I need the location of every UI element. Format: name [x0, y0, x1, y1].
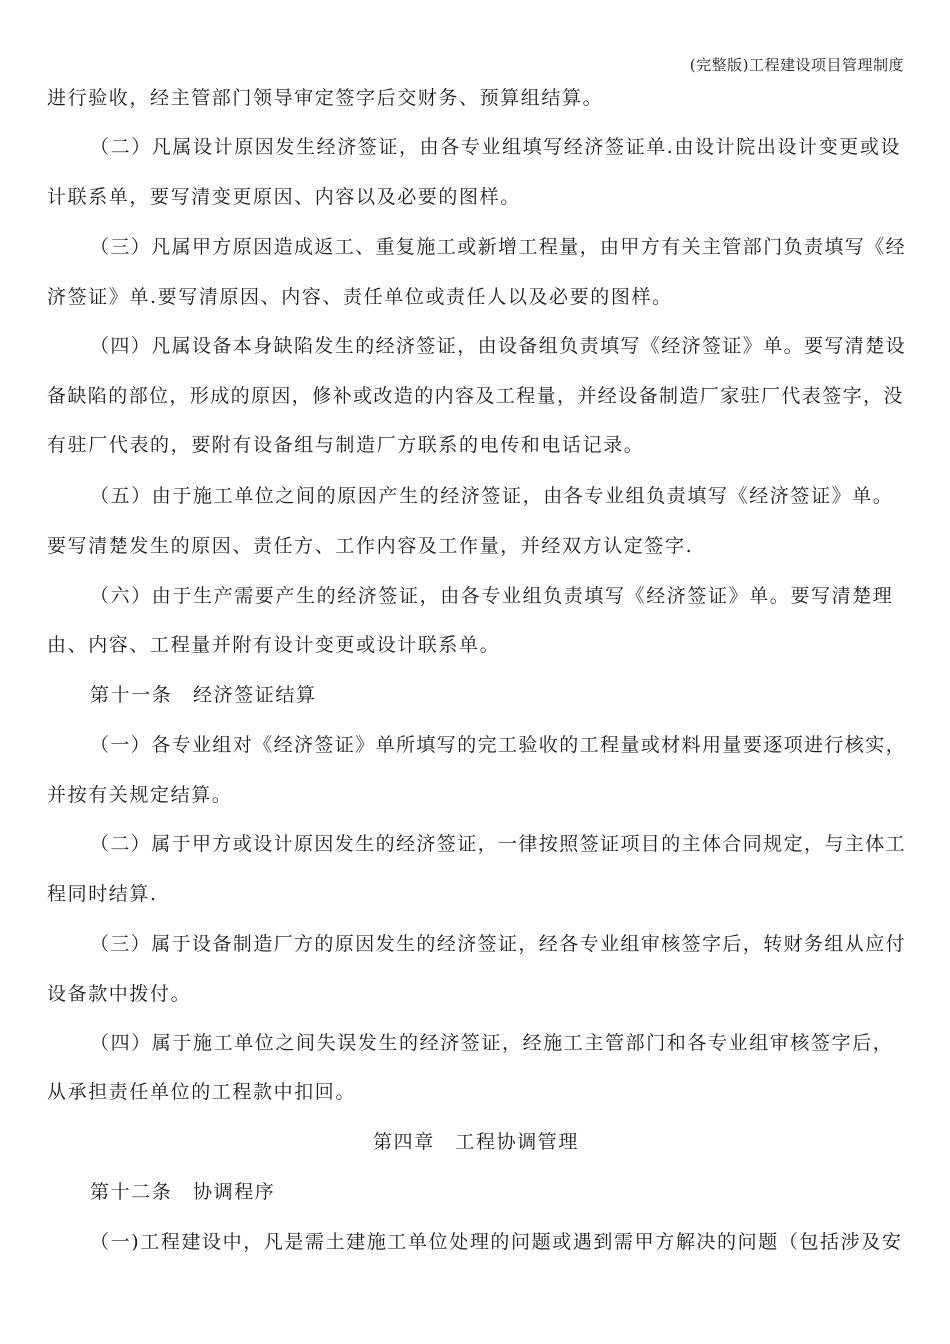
- paragraph-line: （二）属于甲方或设计原因发生的经济签证，一律按照签证项目的主体合同规定，与主体工: [90, 833, 907, 855]
- paragraph-line: （三）属于设备制造厂方的原因发生的经济签证，经各专业组审核签字后，转财务组从应付: [90, 933, 907, 955]
- paragraph-line: 进行验收，经主管部门领导审定签字后交财务、预算组结算。: [47, 87, 604, 109]
- paragraph-line: 程同时结算.: [47, 883, 158, 905]
- paragraph-line: （一）各专业组对《经济签证》单所填写的完工验收的工程量或材料用量要逐项进行核实，: [90, 734, 907, 756]
- page-header: (完整版)工程建设项目管理制度: [689, 56, 904, 74]
- paragraph-line: 要写清楚发生的原因、责任方、工作内容及工作量，并经双方认定签字.: [47, 535, 694, 557]
- paragraph-line: 有驻厂代表的，要附有设备组与制造厂方联系的电传和电话记录。: [47, 434, 645, 456]
- paragraph-line: 济签证》单.要写清原因、内容、责任单位或责任人以及必要的图样。: [47, 286, 673, 308]
- paragraph-line: （二）凡属设计原因发生经济签证，由各专业组填写经济签证单.由设计院出设计变更或设: [90, 136, 902, 158]
- paragraph-line: （四）凡属设备本身缺陷发生的经济签证，由设备组负责填写《经济签证》单。要写清楚设: [90, 335, 907, 357]
- paragraph-line: （六）由于生产需要产生的经济签证，由各专业组负责填写《经济签证》单。要写清楚理: [90, 585, 894, 607]
- paragraph-line: 计联系单，要写清变更原因、内容以及必要的图样。: [47, 186, 521, 208]
- paragraph-line: 设备款中拨付。: [47, 983, 192, 1005]
- paragraph-line: （五）由于施工单位之间的原因产生的经济签证，由各专业组负责填写《经济签证》单。: [90, 485, 894, 507]
- paragraph-line: 从承担责任单位的工程款中扣回。: [47, 1081, 357, 1103]
- chapter-heading: 第四章 工程协调管理: [373, 1131, 580, 1153]
- article-heading: 第十一条 经济签证结算: [90, 684, 317, 706]
- paragraph-line: （三）凡属甲方原因造成返工、重复施工或新增工程量，由甲方有关主管部门负责填写《经: [90, 236, 907, 258]
- paragraph-line: 并按有关规定结算。: [47, 784, 233, 806]
- article-heading: 第十二条 协调程序: [90, 1181, 276, 1203]
- paragraph-line: 由、内容、工程量并附有设计变更或设计联系单。: [47, 634, 501, 656]
- paragraph-line: （四）属于施工单位之间失误发生的经济签证，经施工主管部门和各专业组审核签字后，: [90, 1032, 894, 1054]
- paragraph-line: （一)工程建设中，凡是需土建施工单位处理的问题或遇到需甲方解决的问题（包括涉及安: [90, 1231, 903, 1253]
- paragraph-line: 备缺陷的部位，形成的原因，修补或改造的内容及工程量，并经设备制造厂家驻厂代表签字，没: [47, 385, 904, 407]
